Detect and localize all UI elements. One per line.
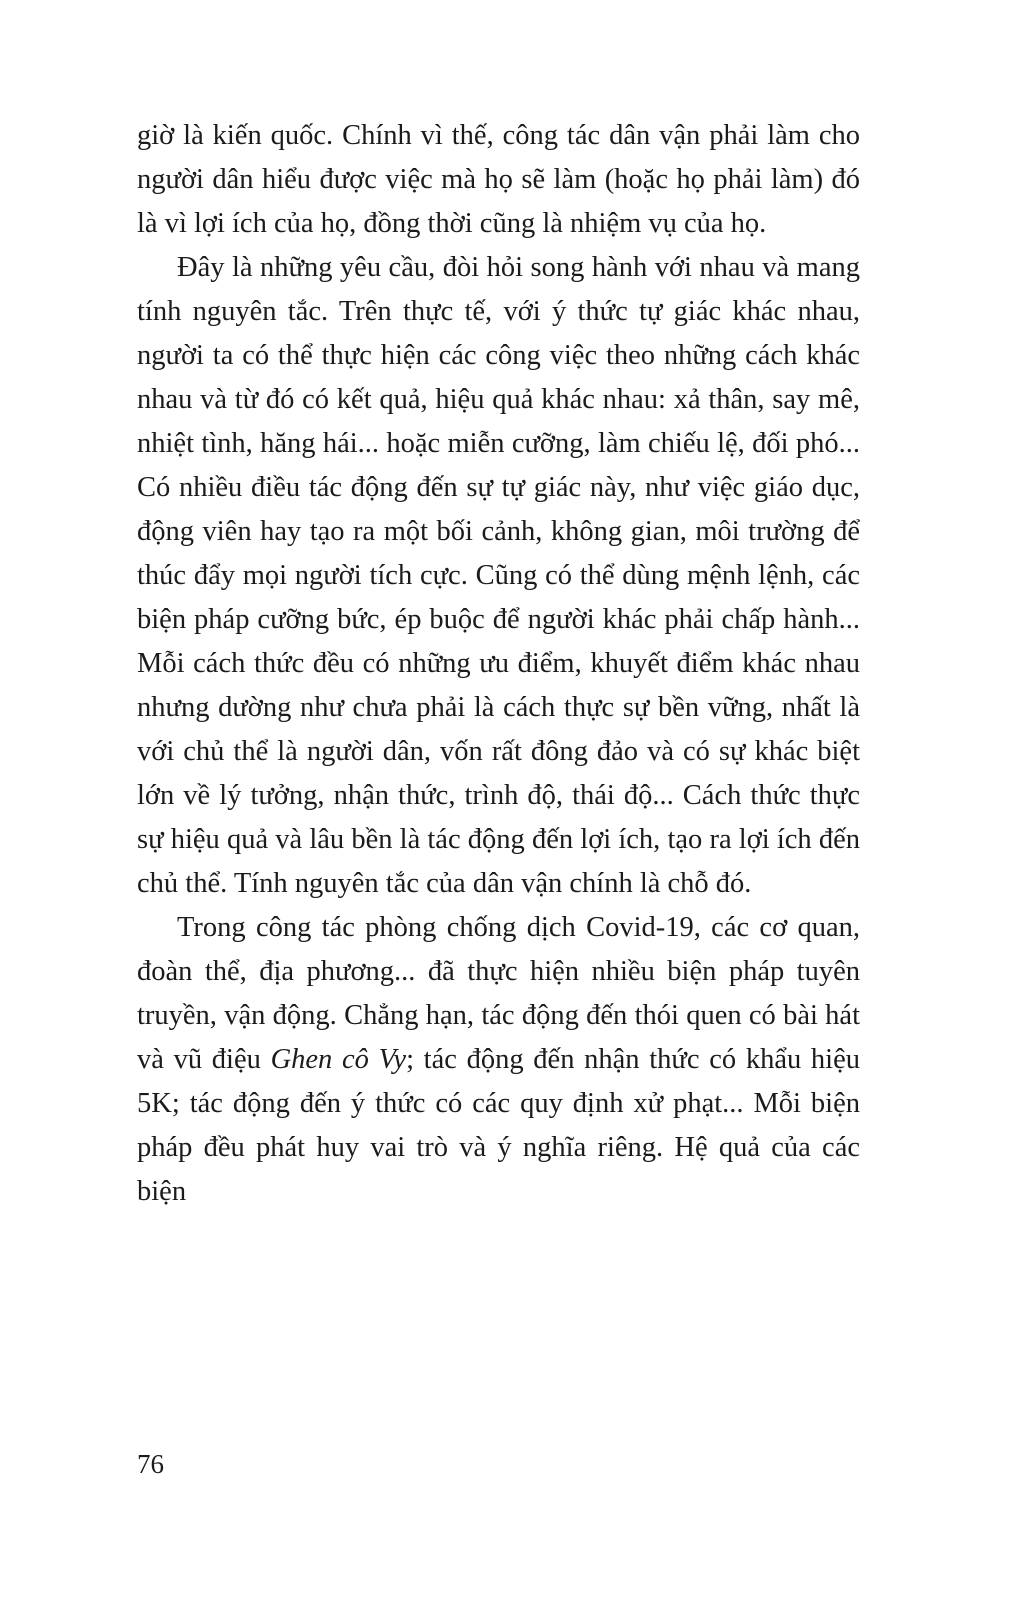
- body-text: giờ là kiến quốc. Chính vì thế, công tác dân vận phải làm cho người dân hiểu được việc mà họ sẽ làm (hoặc họ phải làm) đó là vì lợi ích của họ, đồng thời cũng là nhiệm vụ của họ.: [137, 120, 860, 239]
- italic-text: Ghen cô Vy: [270, 1044, 407, 1075]
- paragraph: [137, 246, 860, 906]
- text-block: [137, 114, 860, 1214]
- body-text: Đây là những yêu cầu, đòi hỏi song hành với nhau và mang tính nguyên tắc. Trên thực tế, với ý thức tự giác khác nhau, người ta có thể thực hiện các công việc theo những cách khác nhau và từ đó có kết quả, hiệu quả khác nhau: xả thân, say mê, nhiệt tình, hăng hái... hoặc miễn cưỡng, làm chiếu lệ, đối phó... Có nhiều điều tác động đến sự tự giác này, như việc giáo dục, động viên hay tạo ra một bối cảnh, không gian, môi trường để thúc đẩy mọi người tích cực. Cũng có thể dùng mệnh lệnh, các biện pháp cưỡng bức, ép buộc để người khác phải chấp hành... Mỗi cách thức đều có những ưu điểm, khuyết điểm khác nhau nhưng dường như chưa phải là cách thực sự bền vững, nhất là với chủ thể là người dân, vốn rất đông đảo và có sự khác biệt lớn về lý tưởng, nhận thức, trình độ, thái độ... Cách thức thực sự hiệu quả và lâu bền là tác động đến lợi ích, tạo ra lợi ích đến chủ thể. Tính nguyên tắc của dân vận chính là chỗ đó.: [137, 252, 860, 899]
- paragraph: [137, 114, 860, 246]
- page-number: 76: [137, 1449, 164, 1479]
- paragraph: [137, 906, 860, 1214]
- body-text: ; tác động đến nhận thức có khẩu hiệu 5K; tác động đến ý thức có các quy định xử phạt... Mỗi biện pháp đều phát huy vai trò và ý nghĩa riêng. Hệ quả của các biện: [137, 1044, 860, 1207]
- body-text: Trong công tác phòng chống dịch Covid-19, các cơ quan, đoàn thể, địa phương... đã thực hiện nhiều biện pháp tuyên truyền, vận động. Chẳng hạn, tác động đến thói quen có bài hát và vũ điệu: [137, 912, 860, 1075]
